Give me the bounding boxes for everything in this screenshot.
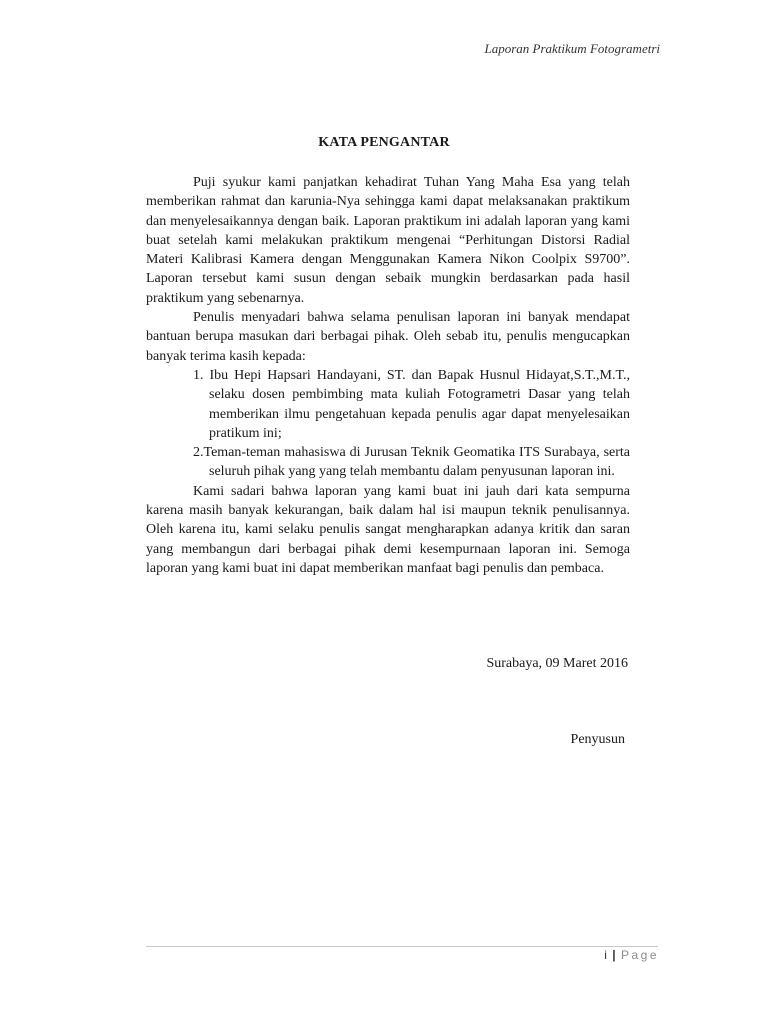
list-item-number: 2.: [193, 445, 204, 461]
list-item-number: 1.: [193, 367, 204, 383]
running-header: Laporan Praktikum Fotogrametri: [484, 41, 660, 56]
footer-divider: [146, 946, 658, 947]
document-title: KATA PENGANTAR: [318, 135, 450, 150]
list-item-text: Ibu Hepi Hapsari Handayani, ST. dan Bapak Husnul Hidayat,S.T.,M.T., selaku dosen pembimbing mata kuliah Fotogrametri Dasar yang telah memberikan ilmu pengetahuan kepada penulis agar dapat menyelesaikan pratikum ini;: [209, 367, 631, 441]
page-separator: |: [612, 948, 616, 962]
paragraph-intro: Puji syukur kami panjatkan kehadirat Tuhan Yang Maha Esa yang telah memberikan rahmat dan karunia-Nya sehingga kami dapat melaksanakan praktikum dan menyelesaikannya dengan baik. Laporan praktikum ini adalah laporan yang kami buat setelah kami melakukan praktikum mengenai “Perhitungan Distorsi Radial Materi Kalibrasi Kamera dengan Menggunakan Kamera Nikon Coolpix S9700”. Laporan tersebut kami susun dengan sebaik mungkin berdasarkan pada hasil praktikum yang sebenarnya.: [146, 175, 630, 306]
page-footer: [604, 948, 659, 962]
page-label: Page: [620, 948, 659, 962]
paragraph-acknowledgement: Penulis menyadari bahwa selama penulisan laporan ini banyak mendapat bantuan berupa masukan dari berbagai pihak. Oleh sebab itu, penulis mengucapkan banyak terima kasih kepada:: [146, 310, 630, 364]
list-item-text: Teman-teman mahasiswa di Jurusan Teknik Geomatika ITS Surabaya, serta seluruh pihak yang yang telah membantu dalam penyusunan laporan ini.: [203, 445, 630, 480]
page-number: i: [604, 948, 607, 962]
list-item: [146, 366, 630, 443]
list-item: [146, 443, 630, 482]
place-date: Surabaya, 09 Maret 2016: [486, 656, 628, 671]
thanks-list: [146, 366, 630, 482]
signatory: Penyusun: [570, 732, 625, 747]
paragraph-closing: Kami sadari bahwa laporan yang kami buat ini jauh dari kata sempurna karena masih banyak kekurangan, baik dalam hal isi maupun teknik penulisannya. Oleh karena itu, kami selaku penulis sangat mengharapkan adanya kritik dan saran yang membangun dari berbagai pihak demi kesempurnaan laporan ini. Semoga laporan yang kami buat ini dapat memberikan manfaat bagi penulis dan pembaca.: [146, 483, 630, 576]
document-body: [146, 173, 630, 578]
